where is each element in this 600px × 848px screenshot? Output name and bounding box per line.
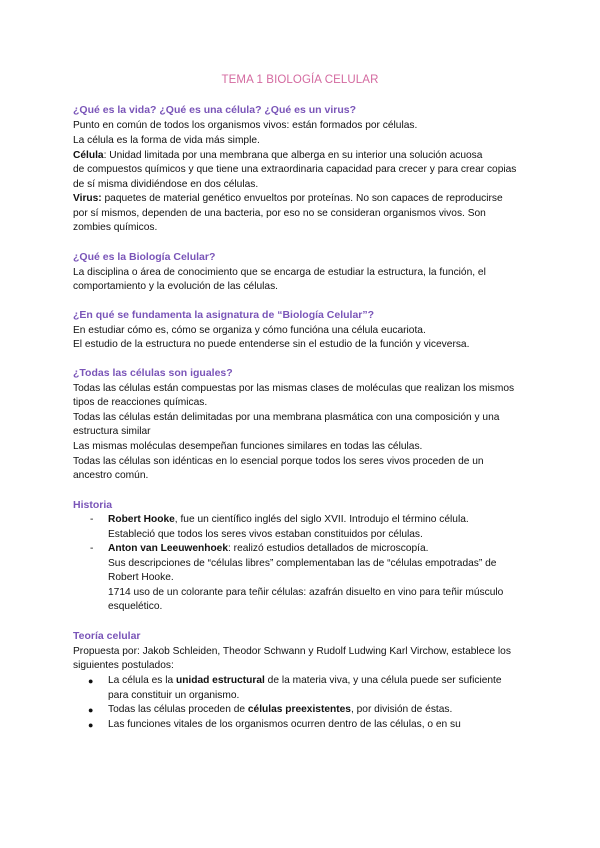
paragraph-line: comportamiento y la evolución de las células. (73, 281, 278, 292)
paragraph-line: de compuestos químicos y que tiene una extraordinaria capacidad para crecer y para crear copias (73, 164, 517, 175)
term-celula: Célula (73, 150, 104, 161)
paragraph-line: Las mismas moléculas desempeñan funciones similares en todas las células. (73, 441, 423, 452)
list-item (108, 513, 469, 528)
name-robert-hooke: Robert Hooke (108, 514, 175, 525)
paragraph-line: ancestro común. (73, 470, 149, 481)
emphasis-celulas-preexistentes: células preexistentes (247, 704, 351, 715)
paragraph-line: Todas las células están delimitadas por una membrana plasmática con una composición y una (73, 412, 500, 423)
paragraph-line: Punto en común de todos los organismos vivos: están formados por células. (73, 120, 418, 131)
paragraph-line: estructura similar (73, 426, 151, 437)
heading-fundamento-asignatura: ¿En qué se fundamenta la asignatura de “Biología Celular”? (73, 309, 375, 321)
bullet-icon: ● (88, 720, 94, 730)
paragraph-line: de sí misma dividiéndose en dos células. (73, 179, 259, 190)
term-virus: Virus: (73, 193, 102, 204)
document-title: TEMA 1 BIOLOGÍA CELULAR (221, 74, 379, 86)
list-item-text: Todas las células proceden de (108, 704, 248, 715)
paragraph-line: La célula es la forma de vida más simple. (73, 135, 260, 146)
bullet-icon: ● (88, 676, 94, 686)
paragraph-line: Propuesta por: Jakob Schleiden, Theodor Schwann y Rudolf Ludwing Karl Virchow, establece los (73, 646, 511, 657)
heading-todas-las-celulas: ¿Todas las células son iguales? (73, 367, 233, 379)
definition-text: paquetes de material genético envueltos por proteínas. No son capaces de reproducirse (101, 193, 503, 204)
paragraph-line (73, 192, 503, 207)
heading-historia: Historia (73, 499, 113, 511)
list-item-text: La célula es la (108, 675, 176, 686)
dash-bullet: - (90, 543, 94, 554)
paragraph-line: zombies químicos. (73, 222, 158, 233)
paragraph-line: tipos de reacciones químicas. (73, 397, 208, 408)
list-item: Las funciones vitales de los organismos ocurren dentro de las células, o en su (108, 719, 461, 730)
list-item-continuation: Sus descripciones de “células libres” complementaban las de “células empotradas” de (108, 558, 497, 569)
list-item-continuation: Estableció que todos los seres vivos estaban constituidos por células. (108, 529, 423, 540)
list-item-continuation: Robert Hooke. (108, 572, 174, 583)
list-item-text: de la materia viva, y una célula puede ser suficiente (264, 675, 502, 686)
list-item (108, 703, 452, 718)
list-item-continuation: esquelético. (108, 601, 163, 612)
heading-biologia-celular: ¿Qué es la Biología Celular? (73, 251, 216, 263)
definition-text: : Unidad limitada por una membrana que alberga en su interior una solución acuosa (103, 150, 483, 161)
name-anton-van-leeuwenhoek: Anton van Leeuwenhoek (108, 543, 229, 554)
paragraph-line: Todas las células son idénticas en lo esencial porque todos los seres vivos proceden de un (73, 456, 484, 467)
heading-teoria-celular: Teoría celular (73, 630, 141, 642)
paragraph-line: siguientes postulados: (73, 660, 174, 671)
list-item-continuation: 1714 uso de un colorante para teñir células: azafrán disuelto en vino para teñir músculo (108, 587, 504, 598)
heading-que-es-la-vida: ¿Qué es la vida? ¿Qué es una célula? ¿Qué es un virus? (73, 104, 356, 116)
dash-bullet: - (90, 514, 94, 525)
paragraph-line: El estudio de la estructura no puede entenderse sin el estudio de la función y viceversa. (73, 339, 470, 350)
list-item-continuation: para constituir un organismo. (108, 690, 240, 701)
list-item-text: , por división de éstas. (350, 704, 453, 715)
emphasis-unidad-estructural: unidad estructural (175, 675, 265, 686)
list-item-text: , fue un científico inglés del siglo XVII. Introdujo el término célula. (174, 514, 469, 525)
paragraph-line: En estudiar cómo es, cómo se organiza y cómo funcióna una célula eucariota. (73, 325, 426, 336)
list-item-text: : realizó estudios detallados de microscopía. (228, 543, 429, 554)
paragraph-line: por sí mismos, dependen de una bacteria, por eso no se consideran organismos vivos. Son (73, 208, 486, 219)
bullet-icon: ● (88, 705, 94, 715)
list-item (108, 674, 502, 689)
list-item (108, 542, 428, 557)
paragraph-line: Todas las células están compuestas por las mismas clases de moléculas que realizan los mismos (73, 383, 515, 394)
paragraph-line (73, 149, 482, 164)
paragraph-line: La disciplina o área de conocimiento que se encarga de estudiar la estructura, la función, el (73, 267, 486, 278)
